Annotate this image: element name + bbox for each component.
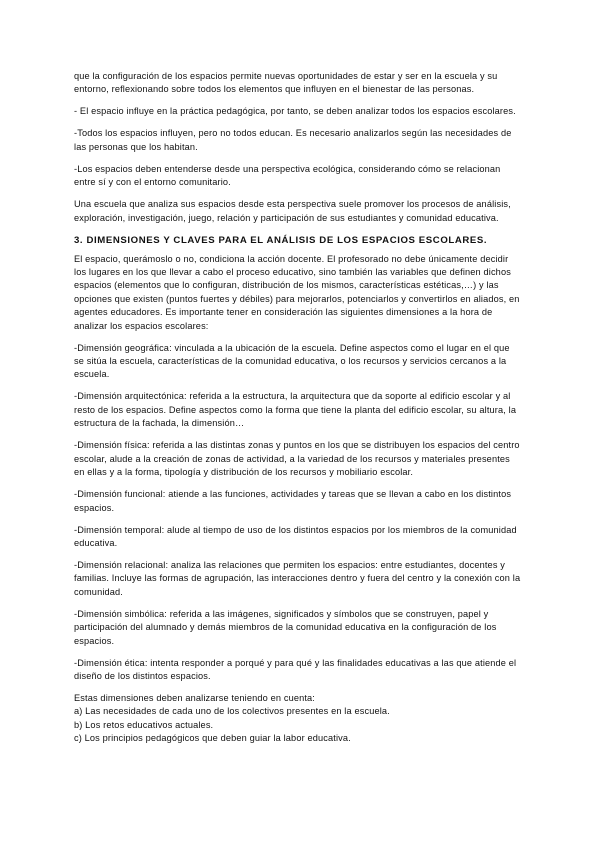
- paragraph-dimension-functional: -Dimensión funcional: atiende a las funciones, actividades y tareas que se llevan a cabo en los distintos espacios.: [74, 489, 512, 513]
- section-heading: 3. DIMENSIONES Y CLAVES PARA EL ANÁLISIS DE LOS ESPACIOS ESCOLARES.: [74, 234, 488, 246]
- paragraph-bullet-not-all-educate: -Todos los espacios influyen, pero no todos educan. Es necesario analizarlos según las necesidades de las personas que los habitan.: [74, 128, 512, 152]
- paragraph-dimension-architectural: -Dimensión arquitectónica: referida a la estructura, la arquitectura que da soporte al edificio escolar y al resto de los espacios. Define aspectos como la forma que tiene la planta del edificio escolar, su altura, la estructura de la fachada, la dimensión…: [74, 391, 517, 429]
- list-item-a: a) Las necesidades de cada uno de los colectivos presentes en la escuela.: [74, 706, 390, 717]
- paragraph-dimension-temporal: -Dimensión temporal: alude al tiempo de uso de los distintos espacios por los miembros de la comunidad educativa.: [74, 524, 517, 548]
- closing-intro: Estas dimensiones deben analizarse teniendo en cuenta:: [74, 692, 316, 703]
- paragraph-bullet-pedagogical-practice: - El espacio influye en la práctica pedagógica, por tanto, se deben analizar todos los espacios escolares.: [74, 106, 516, 117]
- paragraph-dimension-symbolic: -Dimensión simbólica: referida a las imágenes, significados y símbolos que se construyen, papel y participación del alumnado y demás miembros de la comunidad educativa en la configuración de los espacios.: [74, 608, 497, 646]
- paragraph-dimension-geographic: -Dimensión geográfica: vinculada a la ubicación de la escuela. Define aspectos como el lugar en el que se sitúa la escuela, características de la comunidad educativa, o los recursos y servicios cercanos a la escuela.: [74, 342, 510, 380]
- paragraph-space-conditions: El espacio, querámoslo o no, condiciona la acción docente. El profesorado no debe únicamente decidir los lugares en los que llevar a cabo el proceso educativo, sino también las variables que definen dichos espacios (elementos que lo configuran, distribución de los mismos, características estéticas,…) y las opciones que existen (puntos fuertes y débiles) para mejorarlos, potenciarlos y convertirlos en aliados, en agentes educadores. Es importante tener en consideración las siguientes dimensiones a la hora de analizar los espacios escolares:: [74, 253, 520, 331]
- paragraph-dimension-relational: -Dimensión relacional: analiza las relaciones que permiten los espacios: entre estudiantes, docentes y familias. Incluye las formas de agrupación, las interacciones dentro y fuera del centro y la conexión con la comunidad.: [74, 559, 521, 597]
- list-item-b: b) Los retos educativos actuales.: [74, 719, 214, 730]
- paragraph-dimension-physical: -Dimensión física: referida a las distintas zonas y puntos en los que se distribuyen los espacios del centro escolar, alude a la creación de zonas de actividad, a la variedad de los recursos y materiales presentes en ellas y a la forma, tipología y distribución de los recursos y mobiliario escolar.: [74, 440, 520, 478]
- closing-list: [74, 692, 522, 746]
- paragraph-intro-continuation: que la configuración de los espacios permite nuevas oportunidades de estar y ser en la escuela y su entorno, reflexionando sobre todos los elementos que influyen en el bienestar de las personas.: [74, 71, 498, 95]
- list-item-c: c) Los principios pedagógicos que deben guiar la labor educativa.: [74, 733, 351, 744]
- paragraph-dimension-ethical: -Dimensión ética: intenta responder a porqué y para qué y las finalidades educativas a las que atiende el diseño de los distintos espacios.: [74, 657, 517, 681]
- paragraph-school-analysis: Una escuela que analiza sus espacios desde esta perspectiva suele promover los procesos de análisis, exploración, investigación, juego, relación y participación de sus estudiantes y comunidad educativa.: [74, 199, 511, 223]
- paragraph-bullet-ecological-perspective: -Los espacios deben entenderse desde una perspectiva ecológica, considerando cómo se relacionan entre sí y con el entorno comunitario.: [74, 163, 501, 188]
